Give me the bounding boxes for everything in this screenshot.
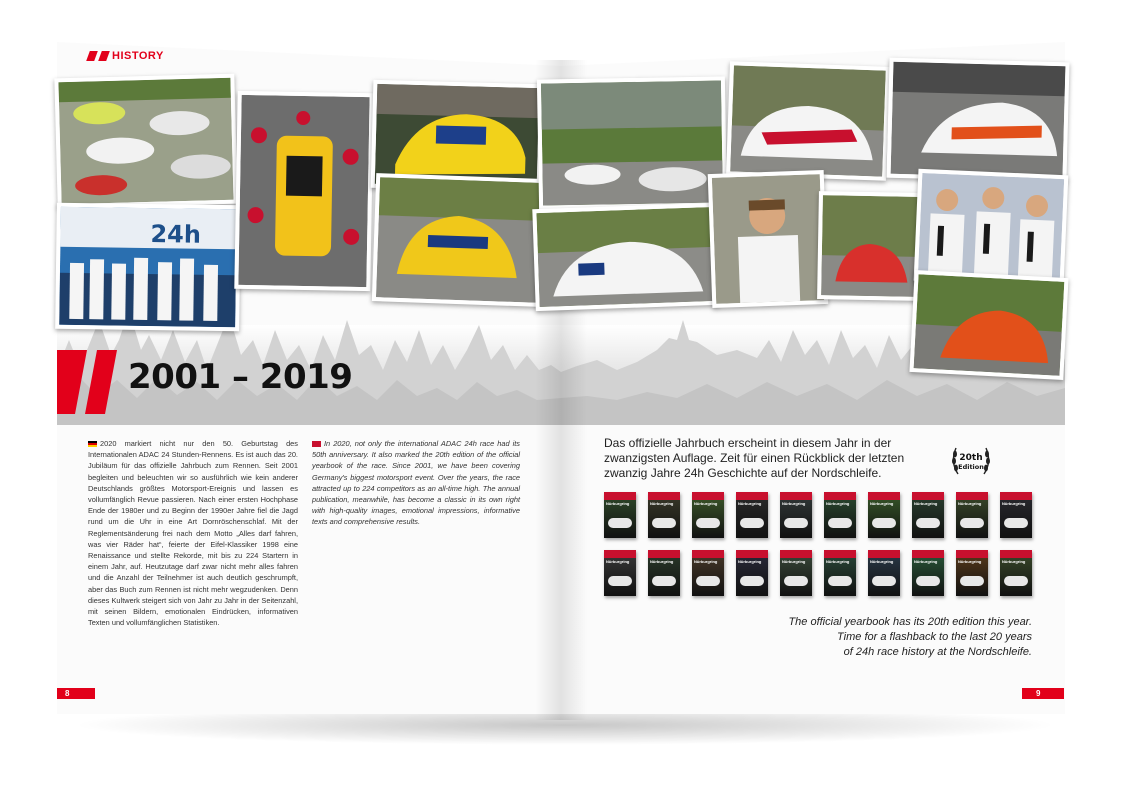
svg-text:20th: 20th xyxy=(959,453,983,463)
uk-flag-icon xyxy=(312,441,321,447)
yearbook-headline: Das offizielle Jahrbuch erscheint in diesem Jahr in der zwanzigsten Auflage. Zeit für einen Rückblick der letzten zwanzig Jahre 24h Geschichte auf der Nordschleife. xyxy=(604,436,905,480)
photo-opel-red xyxy=(726,61,890,181)
yearbook-cover xyxy=(604,550,636,596)
photo-three-drivers xyxy=(914,169,1069,287)
yearbook-cover xyxy=(692,550,724,596)
quote-line: of 24h race history at the Nordschleife. xyxy=(843,646,1032,658)
english-quote xyxy=(760,615,1032,660)
yearbook-cover-title: Nürburgring xyxy=(782,559,806,564)
yearbook-cover xyxy=(604,492,636,538)
yearbook-cover-title: Nürburgring xyxy=(914,501,938,506)
photo-podium xyxy=(55,203,241,332)
page-number-right: 9 xyxy=(1022,688,1064,699)
yearbook-cover xyxy=(648,550,680,596)
yearbook-cover xyxy=(1000,550,1032,596)
yearbook-cover-title: Nürburgring xyxy=(650,501,674,506)
page-number-left: 8 xyxy=(57,688,95,699)
quote-line: The official yearbook has its 20th edition this year. xyxy=(788,616,1032,628)
photo-driver-portrait xyxy=(708,170,829,308)
yearbook-cover-title: Nürburgring xyxy=(606,501,630,506)
yearbook-cover xyxy=(736,550,768,596)
yearbook-cover xyxy=(780,492,812,538)
svg-text:Edition: Edition xyxy=(958,463,984,471)
photo-porsche-orange xyxy=(909,270,1068,380)
yearbook-cover-title: Nürburgring xyxy=(606,559,630,564)
photo-porsche-group xyxy=(54,74,237,209)
photo-pitstop xyxy=(234,91,373,291)
yearbook-cover xyxy=(956,550,988,596)
20th-edition-badge xyxy=(948,440,994,480)
section-label: HISTORY xyxy=(88,50,164,62)
photo-mercedes-sls xyxy=(537,76,727,209)
photo-opel-red-2 xyxy=(817,191,923,301)
yearbook-cover xyxy=(824,492,856,538)
yearbook-cover xyxy=(912,550,944,596)
yearbook-cover-title: Nürburgring xyxy=(782,501,806,506)
yearbook-cover xyxy=(1000,492,1032,538)
year-slash-mark xyxy=(57,350,117,414)
yearbook-cover xyxy=(868,492,900,538)
yearbook-cover-title: Nürburgring xyxy=(826,501,850,506)
german-flag-icon xyxy=(88,441,97,447)
yearbook-cover-title: Nürburgring xyxy=(738,501,762,506)
yearbook-cover-title: Nürburgring xyxy=(694,501,718,506)
yearbook-cover-title: Nürburgring xyxy=(958,559,982,564)
text-english: In 2020, not only the international ADAC 24h race had its 50th anniversary. It also marked the 20th edition of the official yearbook of the race. Since 2001, we have been covering Germany's biggest motorsport event. Over the years, the race attracted up to 224 competitors as an all-time high. The annual publication, meanwhile, has become a classic in its own right with high-quality images, emotional impressions, informative texts and comprehensive results. xyxy=(312,439,520,527)
yearbook-cover-title: Nürburgring xyxy=(914,559,938,564)
svg-text:24h: 24h xyxy=(150,220,202,249)
photo-porsche-yellow xyxy=(372,173,544,307)
yearbook-cover xyxy=(956,492,988,538)
yearbook-cover-title: Nürburgring xyxy=(958,501,982,506)
yearbook-cover xyxy=(824,550,856,596)
photo-pitlane-porsche xyxy=(886,58,1069,183)
yearbook-cover-title: Nürburgring xyxy=(694,559,718,564)
yearbook-cover-title: Nürburgring xyxy=(738,559,762,564)
yearbook-cover-title: Nürburgring xyxy=(650,559,674,564)
yearbook-cover xyxy=(692,492,724,538)
yearbook-cover xyxy=(912,492,944,538)
yearbook-cover-title: Nürburgring xyxy=(1002,501,1026,506)
yearbook-cover-title: Nürburgring xyxy=(1002,559,1026,564)
year-range-title: 2001 – 2019 xyxy=(128,357,353,397)
yearbook-cover xyxy=(780,550,812,596)
yearbook-cover xyxy=(648,492,680,538)
yearbook-cover xyxy=(736,492,768,538)
yearbook-cover xyxy=(868,550,900,596)
quote-line: Time for a flashback to the last 20 years xyxy=(837,631,1032,643)
text-german: 2020 markiert nicht nur den 50. Geburtstag des Internationalen ADAC 24 Stunden-Rennens. Es ist auch das 20. Jubiläum für das offizielle Jahrbuch zum Rennen. Seit 2001 begleiten und beleuchten wir so ausführlich wie kein anderer Deutschlands größtes Motorsport-Ereignis und lassen es vollumfänglich Revue passieren. Nach einer ersten Hochphase Ende der 1980er und zu Beginn der 1990er Jahre fiel die Jagd rund um die Uhr in eine Art Dornröschenschlaf. Mit der Reglementsänderung frei nach dem Motto „Alles darf fahren, was vier Räder hat“, feierte der Eifel-Klassiker 1998 eine Renaissance und stellte Rekorde, mit bis zu 224 Startern in einem Jahr, auf. Heutzutage darf zwar nicht mehr alles fahren und die Anzahl der Teilnehmer ist auch deutlich geschrumpft, aber das Buch zum Rennen ist nicht mehr wegzudenken. Denn dieses Kultwerk steigert sich von Jahr zu Jahr in der Seitenzahl, mit seinen Bildern, emotionalen Eindrücken, informativen Texten und vollumfänglichen Statistiken. xyxy=(88,439,298,628)
yearbook-cover-title: Nürburgring xyxy=(870,559,894,564)
photo-porsche-white xyxy=(532,203,719,311)
yearbook-cover-title: Nürburgring xyxy=(826,559,850,564)
yearbook-cover-title: Nürburgring xyxy=(870,501,894,506)
